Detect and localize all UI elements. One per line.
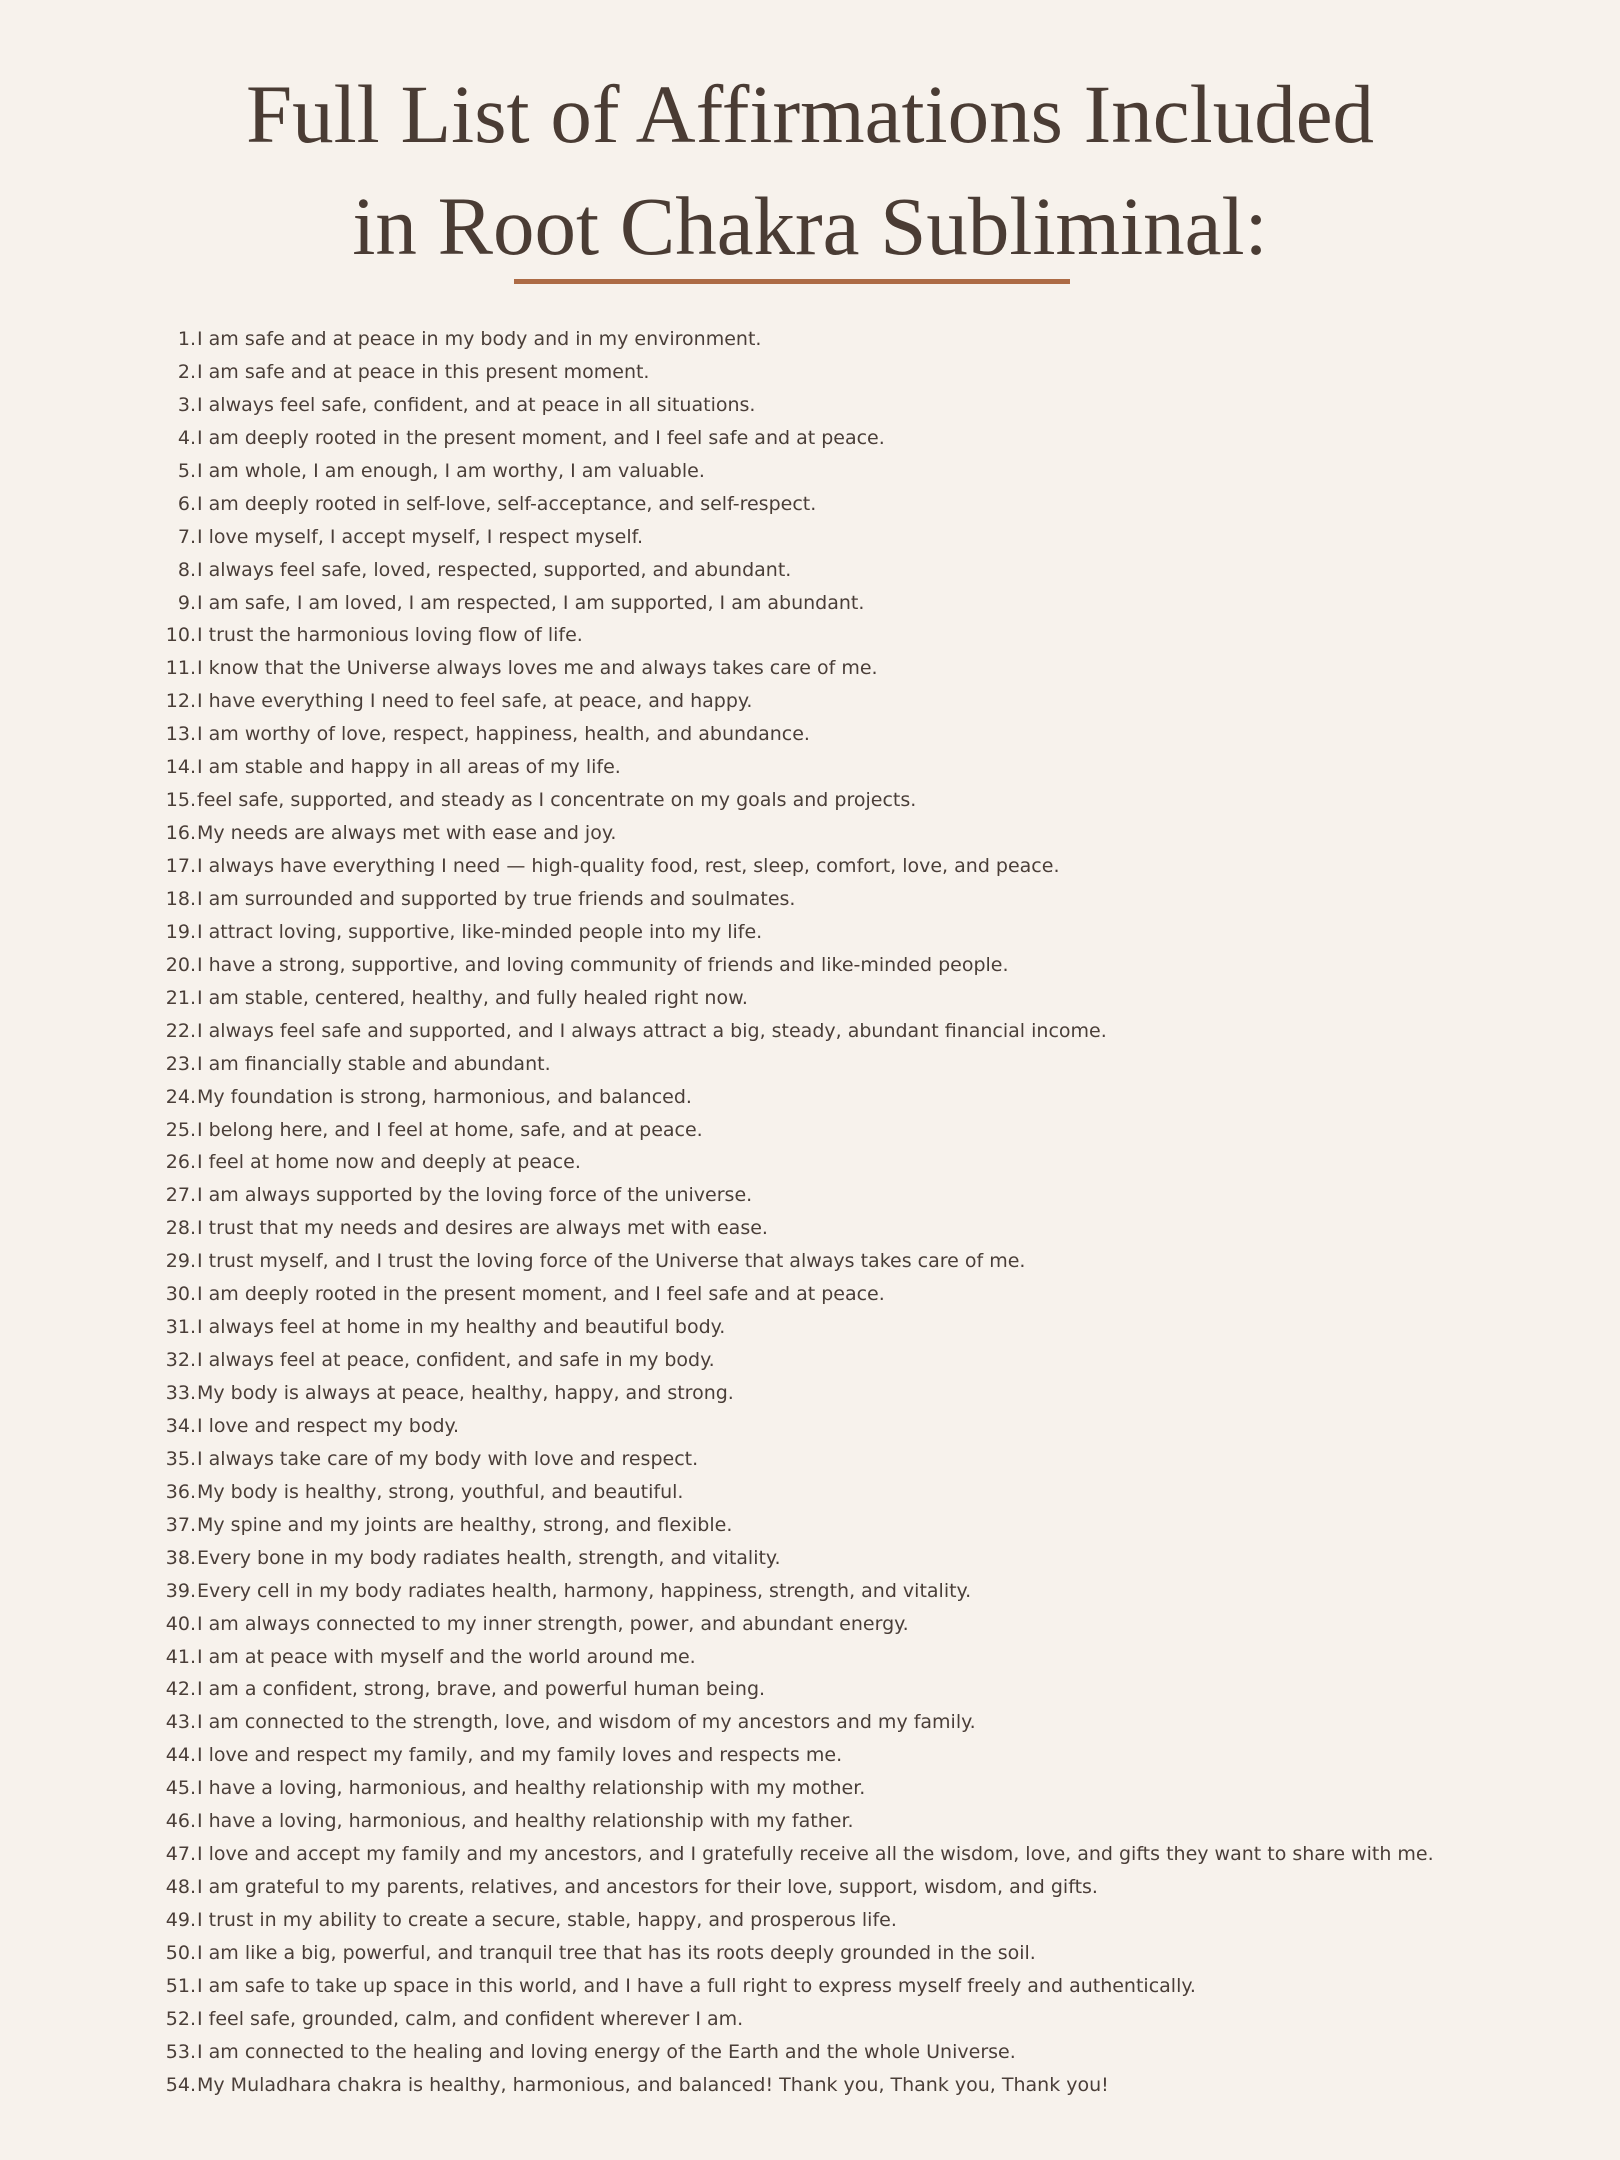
list-item-text: I am a confident, strong, brave, and powerful human being.: [197, 1678, 766, 1701]
list-item-text: I have a strong, supportive, and loving community of friends and like-minded people.: [197, 953, 1009, 976]
list-item-number: 33.: [165, 1382, 196, 1404]
list-item-number: 48.: [165, 1876, 196, 1899]
list-item-number: 51.: [165, 1974, 196, 1997]
list-item-number: 4.: [177, 426, 196, 449]
list-item-text: I am connected to the healing and loving energy of the Earth and the whole Universe.: [197, 2040, 1016, 2063]
list-item-number: 28.: [165, 1217, 196, 1240]
list-item-number: 42.: [165, 1678, 196, 1701]
list-item-number: 52.: [165, 2007, 196, 2030]
list-item-number: 47.: [165, 1843, 196, 1866]
list-item-text: I am deeply rooted in the present moment, and I feel safe and at peace.: [197, 426, 885, 449]
list-item-text: I am deeply rooted in the present moment, and I feel safe and at peace.: [197, 1283, 885, 1306]
list-item-number: 16.: [165, 822, 196, 845]
list-item-text: My body is always at peace, healthy, happy, and strong.: [197, 1382, 734, 1404]
list-item-number: 31.: [165, 1316, 196, 1339]
list-item-number: 43.: [165, 1711, 196, 1734]
list-item-text: I am safe and at peace in my body and in my environment.: [197, 328, 762, 350]
list-item-number: 11.: [165, 657, 196, 680]
list-item-number: 10.: [165, 624, 196, 647]
list-item-text: I always feel at peace, confident, and safe in my body.: [197, 1349, 715, 1372]
list-item-text: I love and respect my body.: [197, 1414, 460, 1437]
list-item-number: 1.: [177, 328, 196, 350]
list-item-text: I am safe to take up space in this world, and I have a full right to express myself freely and authentically.: [197, 1974, 1196, 1997]
list-item-number: 29.: [165, 1250, 196, 1273]
list-item-number: 9.: [177, 591, 196, 614]
list-item-text: My Muladhara chakra is healthy, harmonious, and balanced! Thank you, Thank you, Thank you!: [197, 2073, 1109, 2096]
list-item-text: I am like a big, powerful, and tranquil tree that has its roots deeply grounded in the soil.: [197, 1941, 1036, 1964]
list-item-text: I am safe and at peace in this present moment.: [197, 360, 650, 383]
list-item-text: My foundation is strong, harmonious, and balanced.: [197, 1085, 692, 1108]
page-title-line-2: in Root Chakra Subliminal:: [352, 180, 1268, 272]
list-item-number: 26.: [165, 1151, 196, 1174]
list-item-number: 39.: [165, 1579, 196, 1602]
list-item-number: 15.: [165, 789, 196, 812]
list-item-number: 30.: [165, 1283, 196, 1306]
list-item-number: 36.: [165, 1480, 196, 1503]
list-item-number: 13.: [165, 723, 196, 746]
list-item-number: 32.: [165, 1349, 196, 1372]
list-item-number: 17.: [165, 855, 196, 877]
list-item-text: I am grateful to my parents, relatives, and ancestors for their love, support, wisdom, and gifts.: [197, 1876, 1098, 1899]
list-item-text: I have a loving, harmonious, and healthy relationship with my mother.: [197, 1777, 866, 1800]
list-item-text: I am safe, I am loved, I am respected, I am supported, I am abundant.: [197, 591, 865, 614]
list-item-number: 7.: [177, 525, 196, 548]
list-item-text: I am worthy of love, respect, happiness, health, and abundance.: [197, 723, 810, 746]
list-item-text: I love and respect my family, and my family loves and respects me.: [197, 1744, 843, 1767]
list-item-text: I feel safe, grounded, calm, and confident wherever I am.: [197, 2007, 744, 2030]
list-item-number: 41.: [165, 1645, 196, 1668]
list-item-number: 40.: [165, 1612, 196, 1635]
page-title-line-1: Full List of Affirmations Included: [245, 68, 1375, 160]
list-item-text: My spine and my joints are healthy, strong, and flexible.: [197, 1513, 733, 1536]
list-item-number: 21.: [165, 986, 196, 1009]
list-item-number: 22.: [165, 1019, 196, 1042]
list-item-number: 12.: [165, 690, 196, 713]
list-item-number: 50.: [165, 1941, 196, 1964]
list-item-text: I am deeply rooted in self-love, self-acceptance, and self-respect.: [197, 492, 817, 515]
list-item-text: I am stable, centered, healthy, and fully healed right now.: [197, 986, 748, 1009]
list-item-text: feel safe, supported, and steady as I concentrate on my goals and projects.: [197, 789, 917, 812]
list-item-text: I belong here, and I feel at home, safe, and at peace.: [197, 1118, 703, 1141]
list-item-number: 3.: [177, 393, 196, 416]
list-item-number: 20.: [165, 953, 196, 976]
list-item-number: 45.: [165, 1777, 196, 1800]
list-item-text: I am stable and happy in all areas of my life.: [197, 756, 621, 779]
list-item-number: 53.: [165, 2040, 196, 2063]
list-item-text: I know that the Universe always loves me and always takes care of me.: [197, 657, 878, 680]
list-item-text: I love myself, I accept myself, I respect myself.: [197, 525, 643, 548]
list-item-text: I trust the harmonious loving flow of life.: [197, 624, 583, 647]
list-item-number: 46.: [165, 1810, 196, 1833]
list-item-number: 8.: [177, 558, 196, 581]
list-item-number: 35.: [165, 1447, 196, 1470]
list-item-text: I always feel at home in my healthy and beautiful body.: [197, 1316, 726, 1339]
list-item-text: I am financially stable and abundant.: [197, 1052, 551, 1075]
list-item-number: 19.: [165, 920, 196, 943]
list-item-text: I am always supported by the loving force of the universe.: [197, 1184, 753, 1207]
list-item-number: 18.: [165, 887, 196, 910]
list-item-text: I have a loving, harmonious, and healthy relationship with my father.: [197, 1810, 854, 1833]
list-item-text: I trust in my ability to create a secure, stable, happy, and prosperous life.: [197, 1909, 897, 1931]
list-item-text: I always have everything I need — high-quality food, rest, sleep, comfort, love, and peace.: [197, 855, 1060, 877]
list-item-text: My body is healthy, strong, youthful, and beautiful.: [197, 1480, 684, 1503]
list-item-text: My needs are always met with ease and joy.: [197, 822, 617, 845]
list-item-text: I am whole, I am enough, I am worthy, I am valuable.: [197, 459, 705, 482]
list-item-text: I always feel safe, confident, and at peace in all situations.: [197, 393, 756, 416]
list-item-text: I am connected to the strength, love, and wisdom of my ancestors and my family.: [197, 1711, 976, 1734]
list-item-text: I always take care of my body with love and respect.: [197, 1447, 699, 1470]
list-item-text: I have everything I need to feel safe, at peace, and happy.: [197, 690, 753, 713]
list-item-number: 44.: [165, 1744, 196, 1767]
list-item-text: I am always connected to my inner strength, power, and abundant energy.: [197, 1612, 909, 1635]
list-item-text: Every bone in my body radiates health, strength, and vitality.: [197, 1546, 781, 1569]
list-item-text: I trust myself, and I trust the loving force of the Universe that always takes care of me.: [197, 1250, 1026, 1273]
list-item-text: Every cell in my body radiates health, harmony, happiness, strength, and vitality.: [197, 1579, 972, 1602]
list-item-number: 27.: [165, 1184, 196, 1207]
list-item-number: 37.: [165, 1513, 196, 1536]
list-item-number: 38.: [165, 1546, 196, 1569]
list-item-text: I trust that my needs and desires are always met with ease.: [197, 1217, 768, 1240]
list-item-text: I am at peace with myself and the world around me.: [197, 1645, 696, 1668]
list-item-number: 25.: [165, 1118, 196, 1141]
list-item-text: I am surrounded and supported by true friends and soulmates.: [197, 887, 796, 910]
list-item-number: 14.: [165, 756, 196, 779]
list-item-text: I feel at home now and deeply at peace.: [197, 1151, 581, 1174]
list-item-number: 24.: [165, 1085, 196, 1108]
list-item-number: 5.: [177, 459, 196, 482]
list-item-number: 2.: [177, 360, 196, 383]
list-item-text: I always feel safe and supported, and I always attract a big, steady, abundant financial income.: [197, 1019, 1107, 1042]
title-divider: [514, 279, 1070, 284]
page-title: [0, 58, 1620, 282]
list-item-number: 34.: [165, 1414, 196, 1437]
list-item-number: 23.: [165, 1052, 196, 1075]
list-item-number: 49.: [165, 1909, 196, 1931]
list-item-number: 6.: [177, 492, 196, 515]
list-item-text: I always feel safe, loved, respected, supported, and abundant.: [197, 558, 792, 581]
list-item-text: I attract loving, supportive, like-minded people into my life.: [197, 920, 763, 943]
list-item-number: 54.: [165, 2073, 196, 2096]
list-item-text: I love and accept my family and my ancestors, and I gratefully receive all the wisdom, love, and gifts they want to share with me.: [197, 1843, 1434, 1866]
